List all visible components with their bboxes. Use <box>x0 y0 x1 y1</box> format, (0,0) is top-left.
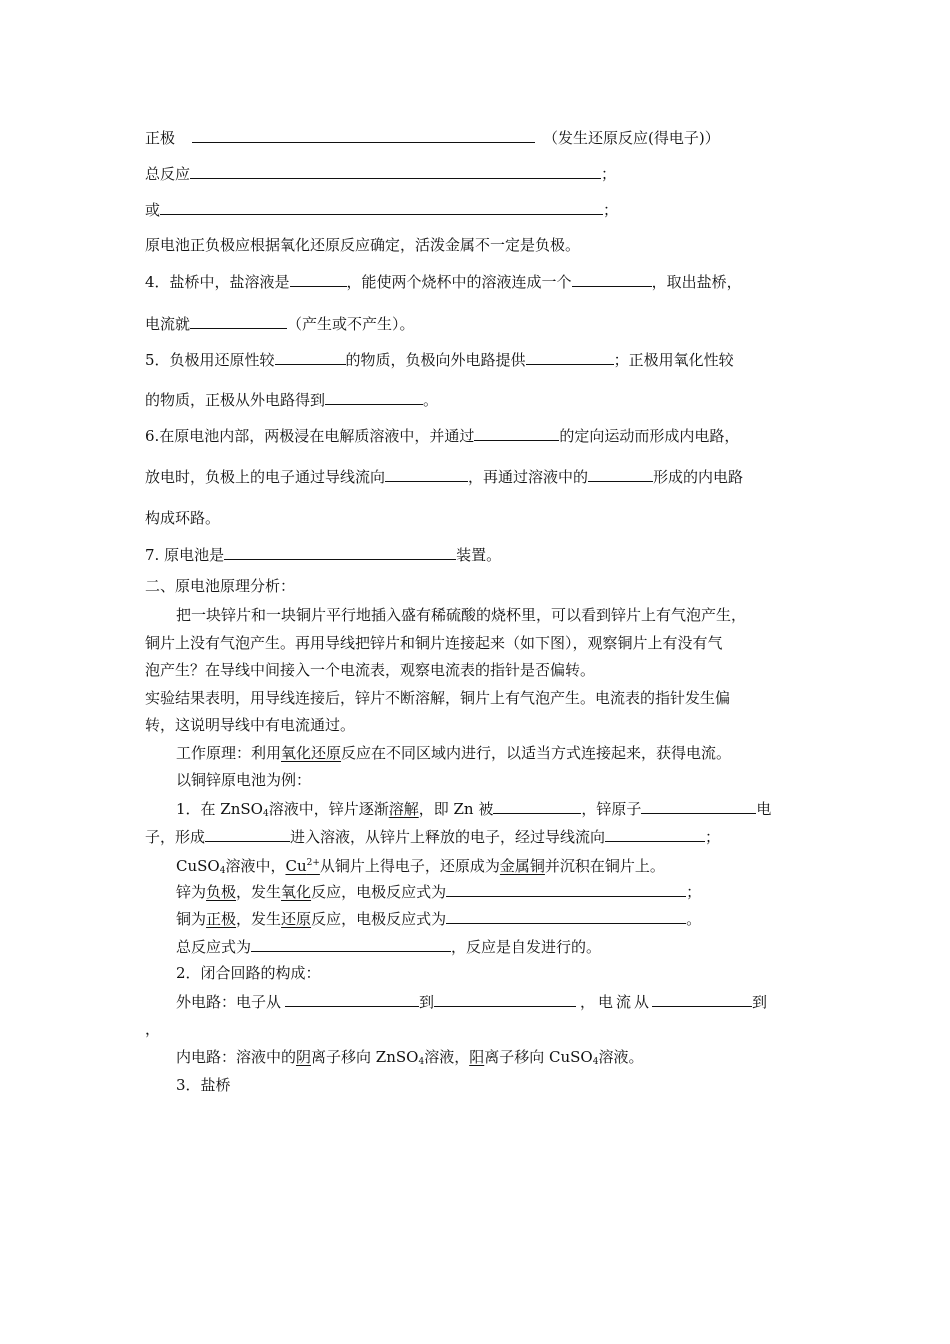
item-4-line-2 <box>145 313 415 334</box>
text: 溶液中，锌片逐渐 <box>268 800 389 818</box>
text: 反应，电极反应式为 <box>311 883 447 901</box>
item-6-line-1 <box>145 425 739 446</box>
text: 电 <box>756 800 772 818</box>
text: ，取出盐桥， <box>651 273 742 291</box>
text: Cu <box>285 857 307 875</box>
answer-blank[interactable] <box>251 936 451 952</box>
positive-electrode-line <box>145 127 720 148</box>
text: 离子移向 ZnSO <box>311 1048 419 1066</box>
note: （发生还原反应(得电子)） <box>543 129 720 147</box>
punct: ； <box>601 165 617 183</box>
text: 到 <box>752 993 768 1011</box>
answer-blank[interactable] <box>190 313 287 329</box>
paragraph-line: 泡产生？在导线中间接入一个电流表，观察电流表的指针是否偏转。 <box>145 661 596 679</box>
text: 放电时，负极上的电子通过导线流向 <box>145 468 386 486</box>
underlined-term: 还原 <box>281 910 312 928</box>
subscript: 4 <box>262 809 269 819</box>
label: 总反应 <box>145 165 191 183</box>
text: 溶液中， <box>225 857 286 875</box>
text: 7. 原电池是 <box>145 546 225 564</box>
zinc-electrode-line <box>176 881 701 902</box>
answer-blank[interactable] <box>192 127 535 143</box>
text: 1．在 ZnSO <box>176 800 263 818</box>
text: 总反应式为 <box>176 938 252 956</box>
text: 5．负极用还原性较 <box>145 351 275 369</box>
punct: ； <box>603 201 619 219</box>
text: CuSO <box>176 857 220 875</box>
underlined-term: 氧化还原 <box>281 744 342 762</box>
text: 。 <box>686 910 702 928</box>
internal-circuit-line <box>176 1047 643 1072</box>
underlined-term: 阴 <box>296 1048 312 1066</box>
text: ，发生 <box>236 910 282 928</box>
text: 溶液。 <box>598 1048 644 1066</box>
paragraph-line: 把一块锌片和一块铜片平行地插入盛有稀硫酸的烧杯里，可以看到锌片上有气泡产生， <box>176 606 747 624</box>
label: 正极 <box>145 129 176 147</box>
answer-blank[interactable] <box>285 991 419 1007</box>
total-reaction-line <box>145 163 616 184</box>
text: 内电路：溶液中的 <box>176 1048 297 1066</box>
answer-blank[interactable] <box>446 908 686 924</box>
superscript: 2+ <box>306 858 320 868</box>
answer-blank[interactable] <box>572 271 652 287</box>
text: 电流就 <box>145 315 191 333</box>
item-6-line-3: 构成环路。 <box>145 509 221 527</box>
answer-blank[interactable] <box>160 199 603 215</box>
wrapped-comma: ， <box>145 1020 161 1038</box>
item-5-line-2 <box>145 389 438 410</box>
answer-blank[interactable] <box>652 991 752 1007</box>
answer-blank[interactable] <box>224 544 456 560</box>
text: 锌为 <box>176 883 207 901</box>
underlined-term <box>285 857 319 875</box>
working-principle-line <box>176 743 731 763</box>
subscript: 4 <box>592 1057 599 1067</box>
text: 装置。 <box>456 546 502 564</box>
underlined-term: 氧化 <box>281 883 312 901</box>
answer-blank[interactable] <box>434 991 576 1007</box>
point-1-line-3 <box>176 853 665 881</box>
text: ，即 Zn 被 <box>418 800 494 818</box>
item-5-line-1 <box>145 349 734 370</box>
item-7-line <box>145 544 501 565</box>
text: 从铜片上得电子，还原成为 <box>319 857 500 875</box>
subscript: 4 <box>418 1057 425 1067</box>
text: 反应在不同区域内进行，以适当方式连接起来，获得电流。 <box>341 744 732 762</box>
text: ，再通过溶液中的 <box>468 468 589 486</box>
label: 或 <box>145 201 161 219</box>
answer-blank[interactable] <box>190 163 601 179</box>
point-3-heading: 3．盐桥 <box>176 1076 231 1094</box>
underlined-term: 正极 <box>206 910 237 928</box>
text: ，反应是自发进行的。 <box>451 938 602 956</box>
paragraph-line: 转，这说明导线中有电流通过。 <box>145 716 356 734</box>
item-4-line-1 <box>145 271 742 292</box>
point-1-line-2 <box>145 826 720 847</box>
answer-blank[interactable] <box>588 466 653 482</box>
paragraph-line: 实验结果表明，用导线连接后，锌片不断溶解，铜片上有气泡产生。电流表的指针发生偏 <box>145 689 731 707</box>
answer-blank[interactable] <box>605 826 705 842</box>
answer-blank[interactable] <box>385 466 468 482</box>
text: ，电流从 <box>580 993 653 1011</box>
text: 反应，电极反应式为 <box>311 910 447 928</box>
text: 。 <box>423 391 439 409</box>
copper-electrode-line <box>176 908 701 929</box>
text: 并沉积在铜片上。 <box>544 857 665 875</box>
text: 离子移向 CuSO <box>484 1048 593 1066</box>
text: 的物质，正极从外电路得到 <box>145 391 326 409</box>
alternative-reaction-line <box>145 199 618 220</box>
answer-blank[interactable] <box>325 389 423 405</box>
text: ，锌原子 <box>581 800 642 818</box>
point-1-line-1 <box>176 798 771 824</box>
answer-blank[interactable] <box>290 271 347 287</box>
external-circuit-line <box>176 991 767 1012</box>
text: ； <box>686 883 702 901</box>
total-equation-line <box>176 936 601 957</box>
text: 进入溶液，从锌片上释放的电子，经过导线流向 <box>290 828 606 846</box>
note-line: 原电池正负极应根据氧化还原反应确定，活泼金属不一定是负极。 <box>145 236 581 254</box>
text: 外电路：电子从 <box>176 993 282 1011</box>
text: ；正极用氧化性较 <box>613 351 734 369</box>
text: ，能使两个烧杯中的溶液连成一个 <box>346 273 572 291</box>
text: 铜为 <box>176 910 207 928</box>
paragraph-line: 铜片上没有气泡产生。再用导线把锌片和铜片连接起来（如下图），观察铜片上有没有气 <box>145 634 723 652</box>
answer-blank[interactable] <box>275 349 346 365</box>
underlined-term: 阳 <box>469 1048 485 1066</box>
answer-blank[interactable] <box>205 826 290 842</box>
text: 形成的内电路 <box>653 468 744 486</box>
text: 到 <box>419 993 435 1011</box>
answer-blank[interactable] <box>641 798 756 814</box>
point-2-heading: 2．闭合回路的构成： <box>176 964 321 982</box>
text: （产生或不产生）。 <box>287 315 415 333</box>
text: 工作原理：利用 <box>176 744 282 762</box>
answer-blank[interactable] <box>474 425 559 441</box>
underlined-term: 负极 <box>206 883 237 901</box>
subscript: 4 <box>219 866 226 876</box>
item-6-line-2 <box>145 466 743 487</box>
text: ，发生 <box>236 883 282 901</box>
section-heading: 二、原电池原理分析： <box>145 577 296 595</box>
underlined-term: 溶解 <box>388 800 419 818</box>
answer-blank[interactable] <box>446 881 686 897</box>
answer-blank[interactable] <box>493 798 581 814</box>
answer-blank[interactable] <box>526 349 614 365</box>
text: 溶液， <box>424 1048 470 1066</box>
text: ； <box>705 828 721 846</box>
underlined-term: 金属铜 <box>499 857 545 875</box>
example-line: 以铜锌原电池为例： <box>176 771 312 789</box>
text: 的定向运动而形成内电路， <box>559 427 740 445</box>
text: 子，形成 <box>145 828 206 846</box>
text: 6.在原电池内部，两极浸在电解质溶液中，并通过 <box>145 427 475 445</box>
text: 的物质，负极向外电路提供 <box>345 351 526 369</box>
text: 4．盐桥中，盐溶液是 <box>145 273 290 291</box>
